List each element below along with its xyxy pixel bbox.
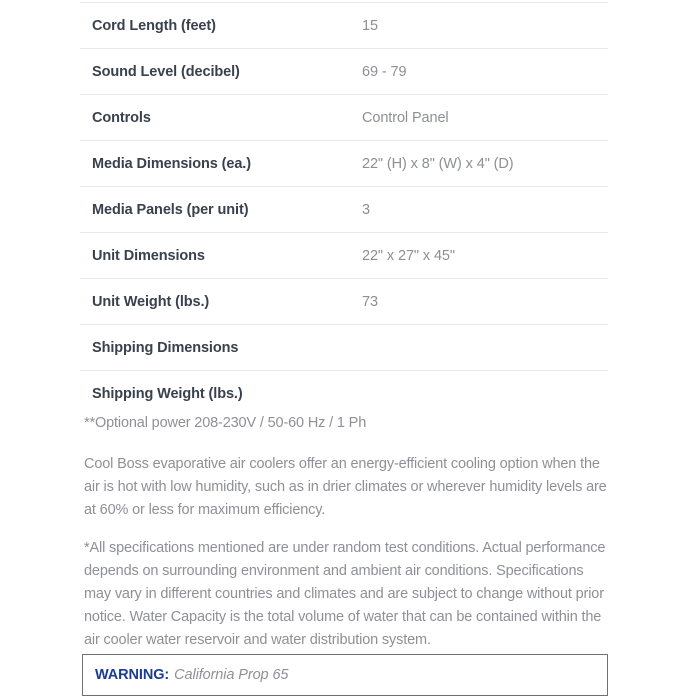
optional-power-note: **Optional power 208-230V / 50-60 Hz / 1 Ph (84, 415, 367, 431)
spec-value: 15 (362, 3, 608, 49)
spec-value: 73 (362, 279, 608, 325)
table-row (80, 325, 608, 371)
spec-label: Media Dimensions (ea.) (80, 141, 362, 187)
specifications-disclaimer-note: *All specifications mentioned are under random test conditions. Actual performance depends on surrounding environment and ambient air conditions. Specifications may vary in different countries and climates and are subject to change without prior notice. Water Capacity is the total volume of water that can be contained within the air cooler water reservoir and water distribution system. (84, 540, 606, 648)
spec-value (362, 325, 608, 371)
spec-value: 22" x 27" x 45" (362, 233, 608, 279)
spec-label: Controls (80, 95, 362, 141)
table-row (80, 49, 608, 95)
spec-label: Unit Dimensions (80, 233, 362, 279)
table-row (80, 3, 608, 49)
table-row (80, 141, 608, 187)
spec-label: Unit Weight (lbs.) (80, 279, 362, 325)
warning-label: WARNING: (95, 667, 170, 683)
table-row (80, 233, 608, 279)
table-row (80, 95, 608, 141)
product-description-note: Cool Boss evaporative air coolers offer an energy-efficient cooling option when the air is hot with low humidity, such as in drier climates or wherever humidity levels are at 60% or less for maximum efficiency. (84, 456, 607, 518)
spec-value: Control Panel (362, 95, 608, 141)
table-row (80, 371, 608, 417)
table-row (80, 279, 608, 325)
spec-label: Media Panels (per unit) (80, 187, 362, 233)
notes-section (84, 412, 612, 652)
spec-label: Shipping Dimensions (80, 325, 362, 371)
spec-value (362, 371, 608, 417)
specifications-table-body (80, 3, 608, 417)
prop-65-warning-box (82, 654, 608, 696)
warning-text: California Prop 65 (174, 667, 289, 683)
spec-label: Sound Level (decibel) (80, 49, 362, 95)
spec-label: Shipping Weight (lbs.) (80, 371, 362, 417)
spec-label: Cord Length (feet) (80, 3, 362, 49)
spec-value: 3 (362, 187, 608, 233)
specifications-table (80, 2, 608, 417)
spec-value: 69 - 79 (362, 49, 608, 95)
spec-value: 22" (H) x 8" (W) x 4" (D) (362, 141, 608, 187)
table-row (80, 187, 608, 233)
